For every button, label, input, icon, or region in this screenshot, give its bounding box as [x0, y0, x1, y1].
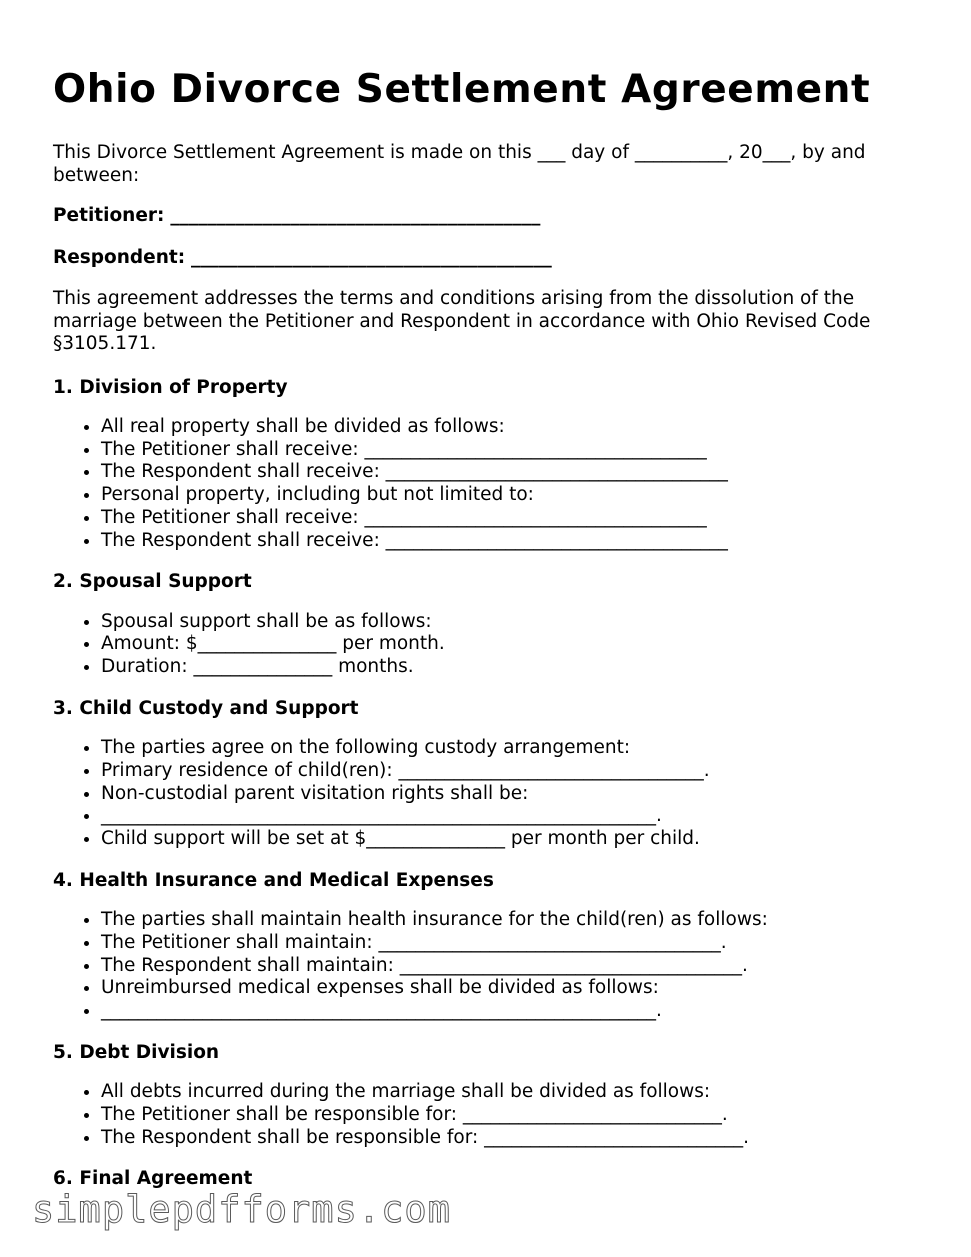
list-item: • All debts incurred during the marriage shall be divided as follows: [101, 1081, 903, 1104]
document-title: Ohio Divorce Settlement Agreement [53, 67, 871, 112]
section-list [53, 416, 903, 552]
list-item: • Personal property, including but not limited to: [101, 484, 903, 507]
list-item: • The Petitioner shall maintain: _____________________________________. [101, 932, 903, 955]
document-page [53, 64, 903, 1208]
recital-paragraph: This agreement addresses the terms and conditions arising from the dissolution of the marriage between the Petitioner and Respondent in accordance with Ohio Revised Code §3105.171. [53, 288, 871, 354]
list-item: • The Respondent shall be responsible for: ____________________________. [101, 1127, 903, 1150]
respondent-line [53, 247, 903, 270]
list-item: • Primary residence of child(ren): _________________________________. [101, 760, 903, 783]
intro-paragraph: This Divorce Settlement Agreement is made on this ___ day of __________, 20___, by and between: [53, 142, 866, 186]
list-item: • The parties shall maintain health insurance for the child(ren) as follows: [101, 909, 903, 932]
list-item: • ____________________________________________________________. [101, 1000, 903, 1023]
list-item: • Duration: _______________ months. [101, 656, 903, 679]
section-heading: 1. Division of Property [53, 376, 288, 398]
list-item: • Non-custodial parent visitation rights shall be: [101, 783, 903, 806]
section-list [53, 611, 903, 679]
section-list [53, 909, 903, 1023]
section-heading: 2. Spousal Support [53, 571, 252, 593]
list-item: • The parties agree on the following custody arrangement: [101, 737, 903, 760]
respondent-blank: _______________________________________ [191, 246, 552, 268]
list-item: • Amount: $_______________ per month. [101, 633, 903, 656]
respondent-label: Respondent: [53, 246, 186, 268]
list-item: • The Petitioner shall receive: _____________________________________ [101, 439, 903, 462]
list-item: • The Petitioner shall receive: _____________________________________ [101, 507, 903, 530]
list-item: • All real property shall be divided as follows: [101, 416, 903, 439]
list-item: • The Respondent shall maintain: _____________________________________. [101, 955, 903, 978]
list-item: • ____________________________________________________________. [101, 805, 903, 828]
section-list [53, 737, 903, 851]
petitioner-line [53, 205, 903, 228]
petitioner-blank: ________________________________________ [170, 205, 541, 226]
petitioner-label: Petitioner: [53, 205, 165, 226]
list-item: • Spousal support shall be as follows: [101, 611, 903, 634]
list-item: • The Petitioner shall be responsible for: ____________________________. [101, 1104, 903, 1127]
section-heading: 4. Health Insurance and Medical Expenses [53, 869, 494, 891]
list-item: • The Respondent shall receive: _____________________________________ [101, 461, 903, 484]
list-item: • Child support will be set at $_______________ per month per child. [101, 828, 903, 851]
list-item: • The Respondent shall receive: _____________________________________ [101, 530, 903, 553]
list-item: • Unreimbursed medical expenses shall be divided as follows: [101, 977, 903, 1000]
section-heading: 3. Child Custody and Support [53, 697, 359, 719]
section-list [53, 1081, 903, 1149]
section-heading: 6. Final Agreement [53, 1168, 253, 1190]
section-heading: 5. Debt Division [53, 1041, 220, 1063]
watermark-text: simplepdfforms.com [32, 1188, 451, 1231]
